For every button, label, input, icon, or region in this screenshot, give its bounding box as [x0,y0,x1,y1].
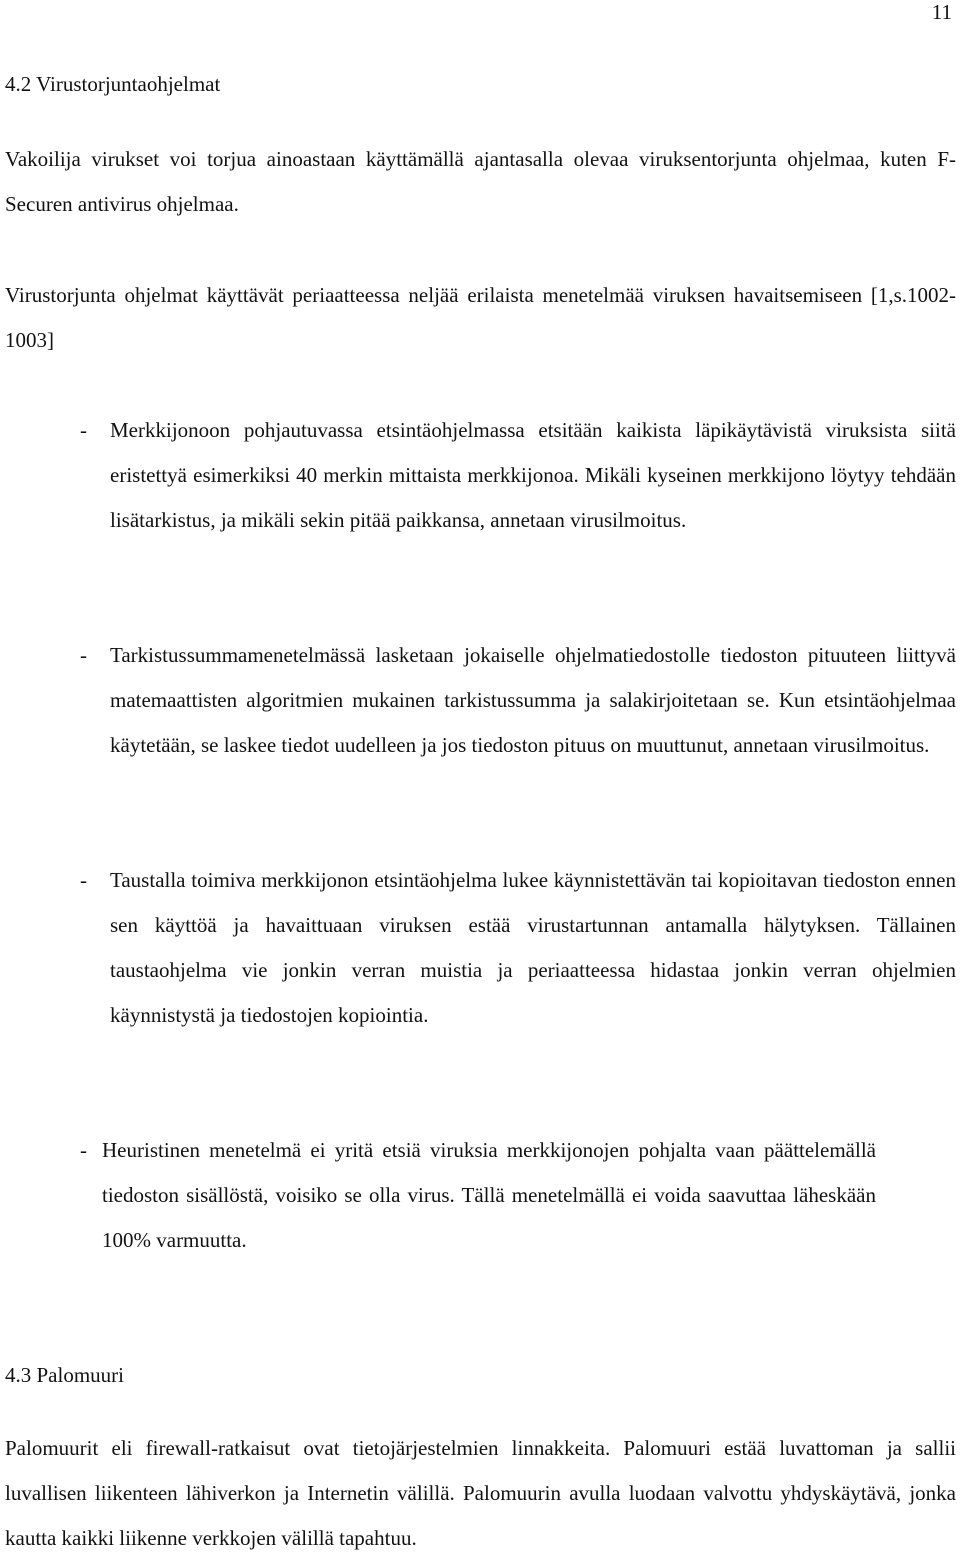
list-bullet: - [80,868,87,892]
paragraph-palomuuri: Palomuurit eli firewall-ratkaisut ovat tietojärjestelmien linnakkeita. Palomuuri estää luvattoman ja sallii luvallisen liikenteen lähiverkon ja Internetin välillä. Palomuurin avulla luodaan valvottu yhdyskäytävä, jonka kautta kaikki liikenne verkkojen välillä tapahtuu. [5,1436,956,1550]
list-item [80,858,956,1038]
section-heading-virustorjuntaohjelmat: 4.2 Virustorjuntaohjelmat [5,72,221,96]
paragraph-menetelmat-intro: Virustorjunta ohjelmat käyttävät periaatteessa neljää erilaista menetelmää viruksen havaitsemiseen [1,s.1002-1003] [5,283,956,352]
page-number: 11 [931,0,952,24]
list-item [80,633,956,768]
paragraph-vakoilija: Vakoilija virukset voi torjua ainoastaan käyttämällä ajantasalla olevaa viruksentorjunta ohjelmaa, kuten F-Securen antivirus ohjelmaa. [5,147,956,216]
list-item [80,1128,876,1263]
list-item-text: Tarkistussummamenetelmässä lasketaan jokaiselle ohjelmatiedostolle tiedoston pituuteen liittyvä matemaattisten algoritmien mukainen tarkistussumma ja salakirjoitetaan se. Kun etsintäohjelmaa käytetään, se laskee tiedot uudelleen ja jos tiedoston pituus on muuttunut, annetaan virusilmoitus. [110,643,956,757]
list-bullet: - [80,418,87,442]
list-item [80,408,956,543]
list-bullet: - [80,643,87,667]
list-item-text: Merkkijonoon pohjautuvassa etsintäohjelmassa etsitään kaikista läpikäytävistä viruksista siitä eristettyä esimerkiksi 40 merkin mittaista merkkijonoa. Mikäli kyseinen merkkijono löytyy tehdään lisätarkistus, ja mikäli sekin pitää paikkansa, annetaan virusilmoitus. [110,418,956,532]
section-heading-palomuuri: 4.3 Palomuuri [5,1363,124,1387]
list-bullet: - [80,1138,87,1162]
list-item-text: Heuristinen menetelmä ei yritä etsiä viruksia merkkijonojen pohjalta vaan päättelemällä tiedoston sisällöstä, voisiko se olla virus. Tällä menetelmällä ei voida saavuttaa läheskään 100% varmuutta. [102,1138,876,1252]
list-item-text: Taustalla toimiva merkkijonon etsintäohjelma lukee käynnistettävän tai kopioitavan tiedoston ennen sen käyttöä ja havaittuaan viruksen estää virustartunnan antamalla hälytyksen. Tällainen taustaohjelma vie jonkin verran muistia ja periaatteessa hidastaa jonkin verran ohjelmien käynnistystä ja tiedostojen kopiointia. [110,868,956,1027]
